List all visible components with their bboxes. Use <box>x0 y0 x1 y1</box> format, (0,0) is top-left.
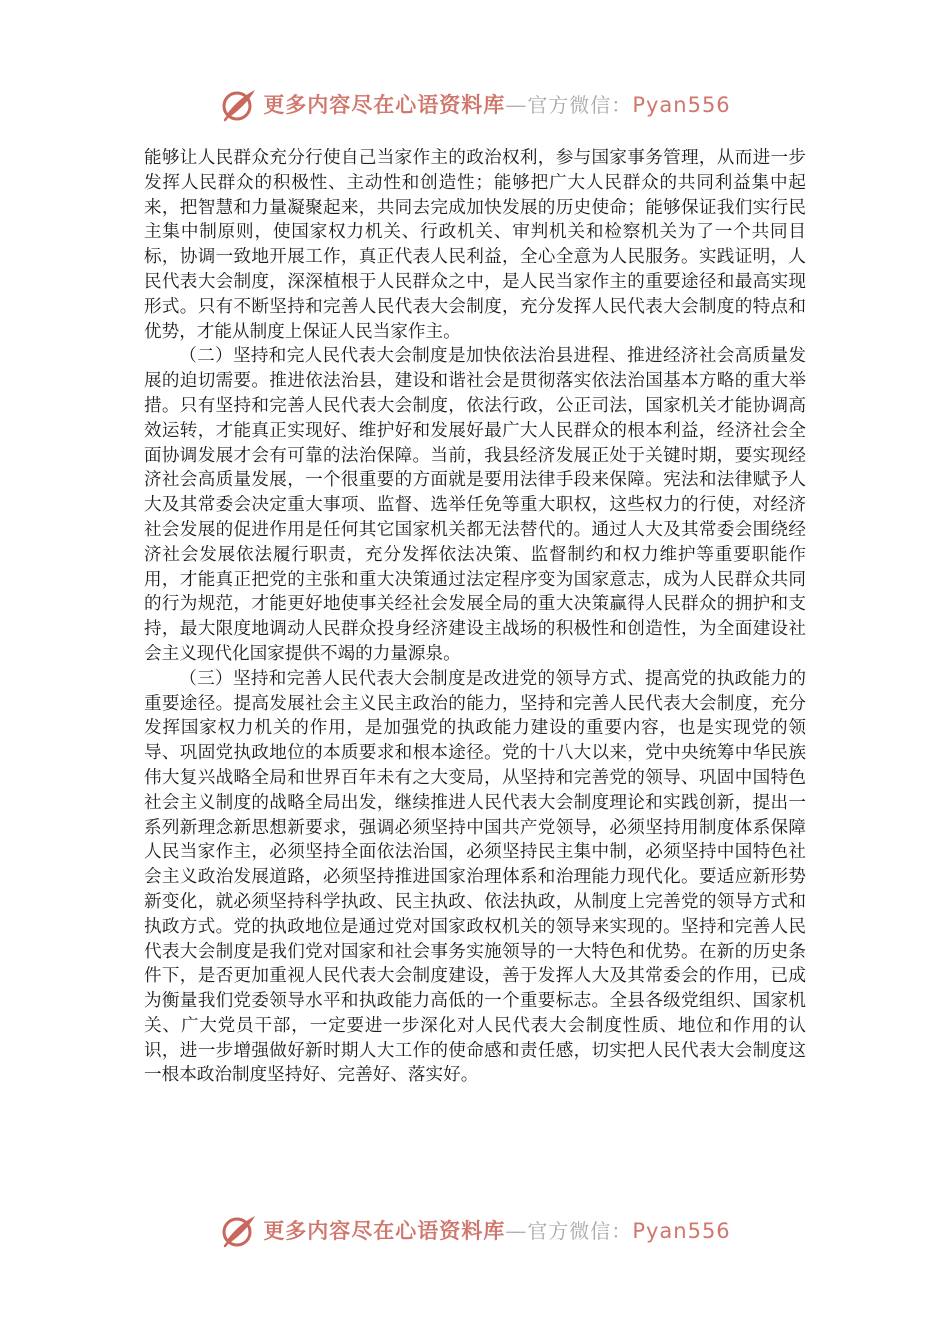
paragraph-2: （二）坚持和完人民代表大会制度是加快依法治县进程、推进经济社会高质量发展的迫切需要。推进依法治县，建设和谐社会是贯彻落实依法治国基本方略的重大举措。只有坚持和完善人民代表大会制度，依法行政，公正司法，国家机关才能协调高效运转，才能真正实现好、维护好和发展好最广大人民群众的根本利益，经济社会全面协调发展才会有可靠的法治保障。当前，我县经济发展正处于关键时期，要实现经济社会高质量发展，一个很重要的方面就是要用法律手段来保障。宪法和法律赋予人大及其常委会决定重大事项、监督、选举任免等重大职权，这些权力的行使，对经济社会发展的促进作用是任何其它国家机关都无法替代的。通过人大及其常委会围绕经济社会发展依法履行职责，充分发挥依法决策、监督制约和权力维护等重要职能作用，才能真正把党的主张和重大决策通过法定程序变为国家意志，成为人民群众共同的行为规范，才能更好地使事关经社会发展全局的重大决策赢得人民群众的拥护和支持，最大限度地调动人民群众投身经济建设主战场的积极性和创造性，为全面建设社会主义现代化国家提供不竭的力量源泉。 <box>144 346 806 664</box>
document-body <box>144 146 806 1088</box>
paragraph-1: 能够让人民群众充分行使自己当家作主的政治权利，参与国家事务管理，从而进一步发挥人民群众的积极性、主动性和创造性；能够把广大人民群众的共同利益集中起来，把智慧和力量凝聚起来，共同去完成加快发展的历史使命；能够保证我们实行民主集中制原则，使国家权力机关、行政机关、审判机关和检察机关为了一个共同目标，协调一致地开展工作，真正代表人民利益，全心全意为人民服务。实践证明，人民代表大会制度，深深植根于人民群众之中，是人民当家作主的重要途径和最高实现形式。只有不断坚持和完善人民代表大会制度，充分发挥人民代表大会制度的特点和优势，才能从制度上保证人民当家作主。 <box>144 148 806 342</box>
footer-banner <box>0 1208 950 1252</box>
banner-caption <box>263 89 730 119</box>
banner-handle: Pyan556 <box>632 93 731 117</box>
banner-wechat-label: 官方微信： <box>527 93 633 117</box>
quill-pen-logo-icon <box>219 84 259 124</box>
header-banner <box>0 82 950 126</box>
banner-title: 更多内容尽在心语资料库 <box>263 92 506 117</box>
banner-handle: Pyan556 <box>632 1219 731 1243</box>
quill-pen-logo-icon <box>219 1210 259 1250</box>
banner-separator: — <box>505 93 528 117</box>
banner-separator: — <box>505 1219 528 1243</box>
banner-title: 更多内容尽在心语资料库 <box>263 1218 506 1243</box>
banner-caption <box>263 1215 730 1245</box>
banner-wechat-label: 官方微信： <box>527 1219 633 1243</box>
paragraph-3: （三）坚持和完善人民代表大会制度是改进党的领导方式、提高党的执政能力的重要途径。提高发展社会主义民主政治的能力，坚持和完善人民代表大会制度，充分发挥国家权力机关的作用，是加强党的执政能力建设的重要内容，也是实现党的领导、巩固党执政地位的本质要求和根本途径。党的十八大以来，党中央统筹中华民族伟大复兴战略全局和世界百年未有之大变局，从坚持和完善党的领导、巩固中国特色社会主义制度的战略全局出发，继续推进人民代表大会制度理论和实践创新，提出一系列新理念新思想新要求，强调必须坚持中国共产党领导，必须坚持用制度体系保障人民当家作主，必须坚持全面依法治国，必须坚持民主集中制，必须坚持中国特色社会主义政治发展道路，必须坚持推进国家治理体系和治理能力现代化。要适应新形势新变化，就必须坚持科学执政、民主执政、依法执政，从制度上完善党的领导方式和执政方式。党的执政地位是通过党对国家政权机关的领导来实现的。坚持和完善人民代表大会制度是我们党对国家和社会事务实施领导的一大特色和优势。在新的历史条件下，是否更加重视人民代表大会制度建设，善于发挥人大及其常委会的作用，已成为衡量我们党委领导水平和执政能力高低的一个重要标志。全县各级党组织、国家机关、广大党员干部，一定要进一步深化对人民代表大会制度性质、地位和作用的认识，进一步增强做好新时期人大工作的使命感和责任感，切实把人民代表大会制度这一根本政治制度坚持好、完善好、落实好。 <box>144 668 806 1086</box>
